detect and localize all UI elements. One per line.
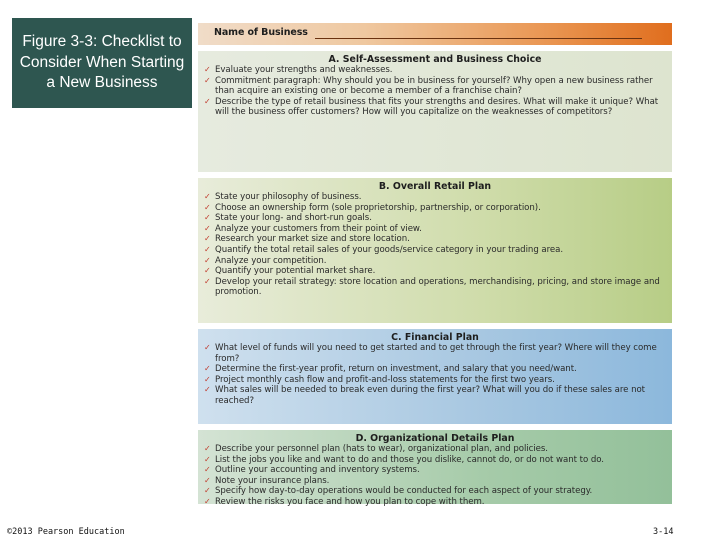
checklist-figure <box>198 23 672 507</box>
check-icon: ✓ <box>204 213 211 223</box>
checklist-item: ✓ Develop your retail strategy: store location and operations, merchandising, pricing, and store image and promotion. <box>204 276 660 298</box>
check-icon: ✓ <box>204 343 211 352</box>
copyright-footer: ©2013 Pearson Education <box>7 527 125 537</box>
slide-title-box <box>12 18 192 108</box>
section-b-overall-retail-plan <box>198 178 672 323</box>
checklist <box>198 444 672 508</box>
check-icon: ✓ <box>204 244 211 254</box>
section-heading: A. Self-Assessment and Business Choice <box>328 54 542 65</box>
checklist-item: ✓ Commitment paragraph: Why should you be in business for yourself? Why open a new business rather than acquire an existing one or become a member of a franchise chain? <box>204 75 653 97</box>
check-icon: ✓ <box>204 234 211 244</box>
checklist-item: ✓ What level of funds will you need to get started and to get through the first year? Where will they come from? <box>204 343 657 364</box>
checklist-item: ✓ Describe the type of retail business that fits your strengths and desires. What will make it unique? What will the business offer customers? How will you capitalize on the weaknesses of competitors? <box>204 96 659 118</box>
check-icon: ✓ <box>204 364 211 374</box>
section-c-financial-plan <box>198 329 672 424</box>
checklist-item: ✓ Specify how day-to-day operations would be conducted for each aspect of your strategy. <box>204 486 593 497</box>
check-icon: ✓ <box>204 96 211 106</box>
name-of-business-label: Name of Business <box>214 27 308 38</box>
check-icon: ✓ <box>204 276 211 286</box>
checklist <box>198 65 672 118</box>
page-number: 3-14 <box>653 527 674 537</box>
section-heading: C. Financial Plan <box>391 332 479 343</box>
check-icon: ✓ <box>204 465 211 475</box>
check-icon: ✓ <box>204 266 211 276</box>
checklist-item: ✓ Project monthly cash flow and profit-and-loss statements for the first two years. <box>204 374 555 385</box>
check-icon: ✓ <box>204 475 211 485</box>
check-icon: ✓ <box>204 496 211 506</box>
check-icon: ✓ <box>204 202 211 212</box>
check-icon: ✓ <box>204 192 211 201</box>
checklist-item: ✓ Choose an ownership form (sole proprietorship, partnership, or corporation). <box>204 202 541 213</box>
checklist-item: ✓ Outline your accounting and inventory systems. <box>204 465 420 476</box>
check-icon: ✓ <box>204 454 211 464</box>
checklist-item: ✓ Analyze your competition. <box>204 255 327 266</box>
section-heading: D. Organizational Details Plan <box>355 433 515 444</box>
name-of-business-line <box>315 38 642 39</box>
checklist-item: ✓ List the jobs you like and want to do and those you dislike, cannot do, or do not want to do. <box>204 454 604 465</box>
checklist <box>198 343 672 407</box>
check-icon: ✓ <box>204 75 211 85</box>
section-d-organizational-details <box>198 430 672 507</box>
checklist-item: ✓ State your philosophy of business. <box>204 192 362 202</box>
checklist-item: ✓ Quantify your potential market share. <box>204 266 376 277</box>
checklist-item: ✓ Review the risks you face and how you plan to cope with them. <box>204 496 485 507</box>
checklist-item: ✓ State your long- and short-run goals. <box>204 213 372 224</box>
checklist-item: ✓ Describe your personnel plan (hats to wear), organizational plan, and policies. <box>204 444 548 454</box>
check-icon: ✓ <box>204 444 211 453</box>
checklist-item: ✓ Analyze your customers from their point of view. <box>204 223 422 234</box>
name-of-business-bar <box>198 23 672 45</box>
check-icon: ✓ <box>204 255 211 265</box>
section-heading: B. Overall Retail Plan <box>378 181 492 192</box>
checklist-item: ✓ Evaluate your strengths and weaknesses. <box>204 65 393 75</box>
checklist <box>198 192 672 298</box>
section-a-self-assessment <box>198 51 672 172</box>
slide-title: Figure 3-3: Checklist to Consider When Starting a New Business <box>19 33 185 92</box>
check-icon: ✓ <box>204 385 211 395</box>
check-icon: ✓ <box>204 374 211 384</box>
checklist-item: ✓ Note your insurance plans. <box>204 475 330 486</box>
checklist-item: ✓ What sales will be needed to break even during the first year? What will you do if these sales are not reached? <box>204 385 646 406</box>
check-icon: ✓ <box>204 486 211 496</box>
checklist-item: ✓ Quantify the total retail sales of your goods/service category in your trading area. <box>204 244 564 255</box>
checklist-item: ✓ Research your market size and store location. <box>204 234 410 245</box>
checklist-item: ✓ Determine the first-year profit, return on investment, and salary that you need/want. <box>204 364 577 375</box>
check-icon: ✓ <box>204 65 211 74</box>
check-icon: ✓ <box>204 223 211 233</box>
